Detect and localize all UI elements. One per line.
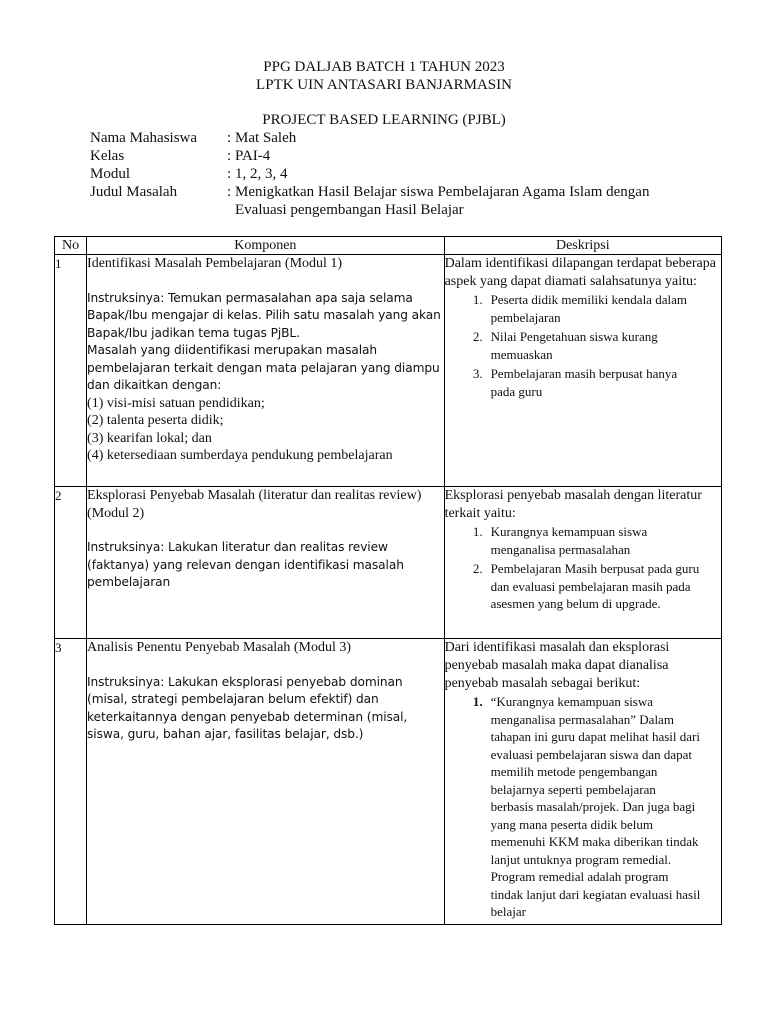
- doc-title-line-3: PROJECT BASED LEARNING (PJBL): [262, 112, 506, 128]
- deskripsi-cell: [444, 255, 721, 487]
- list-number: 1.: [472, 524, 483, 539]
- deskripsi-cell: [444, 639, 721, 925]
- info-label: Modul: [90, 166, 131, 182]
- deskripsi-list: [445, 291, 721, 400]
- info-label: Kelas: [90, 148, 125, 164]
- deskripsi-cell: [444, 487, 721, 639]
- list-text: Peserta didik memiliki kendala dalam pembelajaran: [490, 292, 687, 325]
- list-text: Pembelajaran Masih berpusat pada guru dan evaluasi pembelajaran masih pada asesmen yang belum di upgrade.: [490, 561, 700, 611]
- info-value: PAI-4: [235, 148, 271, 164]
- komponen-instruction: Instruksinya: Lakukan eksplorasi penyebab dominan (misal, strategi pembelajaran belum efektif) dan keterkaitannya dengan penyebab determinan (misal, siswa, guru, bahan ajar, fasilitas belajar, dsb.): [87, 674, 408, 741]
- header-deskripsi: Deskripsi: [444, 237, 721, 255]
- table-header-row: [55, 237, 722, 255]
- row-number: 2: [55, 487, 87, 639]
- list-item: [445, 291, 721, 326]
- row-number: 3: [55, 639, 87, 925]
- list-item: [445, 693, 721, 921]
- info-value-continuation: Evaluasi pengembangan Hasil Belajar: [235, 202, 464, 218]
- list-item: (4) ketersediaan sumberdaya pendukung pembelajaran: [87, 448, 393, 463]
- list-number: 2.: [472, 561, 483, 576]
- deskripsi-intro: Dari identifikasi masalah dan eksplorasi penyebab masalah maka dapat dianalisa penyebab masalah sebagai berikut:: [444, 640, 670, 691]
- list-text: “Kurangnya kemampuan siswa menganalisa permasalahan” Dalam tahapan ini guru dapat melihat hasil dari evaluasi pembelajaran siswa dan dapat memilih metode pengembangan belajarnya seperti pembelajaran berbasis masalah/projek. Dan juga bagi yang mana peserta didik belum memenuhi KKM maka diberikan tindak lanjut untuknya program remedial. Program remedial adalah program tindak lanjut dari kegiatan evaluasi hasil belajar: [490, 694, 701, 919]
- info-colon: :: [227, 184, 232, 200]
- row-number: 1: [55, 255, 87, 487]
- list-number: 3.: [472, 366, 483, 381]
- deskripsi-intro: Eksplorasi penyebab masalah dengan literatur terkait yaitu:: [444, 488, 702, 521]
- komponen-cell: [87, 639, 445, 925]
- list-item: [445, 523, 721, 558]
- komponen-cell: [87, 255, 445, 487]
- komponen-title: Analisis Penentu Penyebab Masalah (Modul 3): [87, 640, 352, 655]
- info-colon: :: [227, 148, 232, 164]
- list-text: Kurangnya kemampuan siswa menganalisa permasalahan: [490, 524, 648, 557]
- list-item: (2) talenta peserta didik;: [87, 413, 224, 428]
- komponen-instruction: Instruksinya: Lakukan literatur dan realitas review (faktanya) yang relevan dengan identifikasi masalah pembelajaran: [87, 540, 404, 589]
- table-row: [55, 639, 722, 925]
- list-text: Nilai Pengetahuan siswa kurang memuaskan: [490, 329, 658, 362]
- komponen-instruction: Instruksinya: Temukan permasalahan apa saja selama Bapak/Ibu mengajar di kelas. Pilih satu masalah yang akan Bapak/Ibu jadikan tema tugas PjBL.: [87, 290, 441, 340]
- list-item: (1) visi-misi satuan pendidikan;: [87, 395, 265, 411]
- doc-title-line-1: PPG DALJAB BATCH 1 TAHUN 2023: [263, 59, 505, 75]
- deskripsi-intro: Dalam identifikasi dilapangan terdapat beberapa aspek yang dapat diamati salahsatunya yaitu:: [444, 256, 716, 289]
- pjbl-table: [54, 236, 722, 925]
- info-label: Nama Mahasiswa: [90, 130, 198, 146]
- list-number: 2.: [472, 329, 483, 344]
- list-item: (3) kearifan lokal; dan: [87, 430, 212, 446]
- list-number: 1.: [472, 292, 483, 307]
- deskripsi-list: [445, 693, 721, 921]
- info-row-module: [90, 165, 655, 183]
- komponen-title: Eksplorasi Penyebab Masalah (literatur dan realitas review) (Modul 2): [87, 488, 422, 521]
- info-value: 1, 2, 3, 4: [235, 166, 288, 182]
- info-value: Mat Saleh: [235, 130, 297, 146]
- komponen-extra: Masalah yang diidentifikasi merupakan masalah pembelajaran terkait dengan mata pelajaran yang diampu dan dikaitkan dengan:: [87, 343, 440, 392]
- header-komponen: Komponen: [87, 237, 445, 255]
- info-row-class: [90, 147, 655, 165]
- doc-title-line-2: LPTK UIN ANTASARI BANJARMASIN: [256, 77, 512, 93]
- list-item: [445, 560, 721, 613]
- info-colon: :: [227, 130, 232, 146]
- info-label: Judul Masalah: [90, 184, 178, 200]
- komponen-cell: [87, 487, 445, 639]
- deskripsi-list: [445, 523, 721, 613]
- list-item: [445, 328, 721, 363]
- list-item: [445, 365, 721, 400]
- info-value-wrap: [235, 183, 655, 219]
- info-value: Menigkatkan Hasil Belajar siswa Pembelajaran Agama Islam dengan: [235, 184, 650, 200]
- student-info: [90, 129, 655, 219]
- list-number: 1.: [472, 694, 483, 709]
- komponen-title: Identifikasi Masalah Pembelajaran (Modul 1): [87, 256, 343, 271]
- info-row-name: [90, 129, 655, 147]
- info-row-title: [90, 183, 655, 219]
- list-text: Pembelajaran masih berpusat hanya pada guru: [490, 366, 678, 399]
- header-no: No: [55, 237, 87, 255]
- table-row: [55, 255, 722, 487]
- info-colon: :: [227, 166, 232, 182]
- table-row: [55, 487, 722, 639]
